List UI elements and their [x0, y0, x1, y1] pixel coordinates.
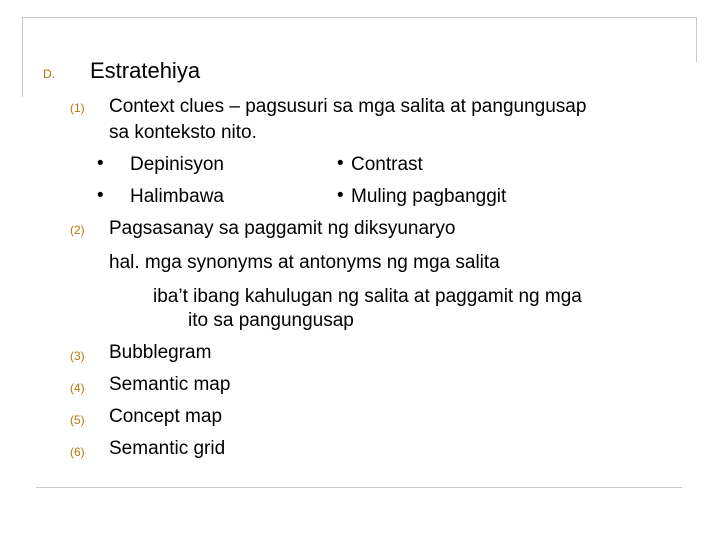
- item-3-text: Bubblegram: [109, 342, 212, 363]
- item-6-text: Semantic grid: [109, 438, 226, 459]
- bullet-halimbawa: Halimbawa: [130, 186, 224, 207]
- slide-footer-line: [36, 487, 682, 488]
- item-5-text: Concept map: [109, 406, 223, 427]
- section-title: Estratehiya: [90, 58, 201, 83]
- item-2-sub-2-line1: iba’t ibang kahulugan ng salita at paggamit ng mga: [153, 286, 582, 307]
- item-marker-3: (3): [70, 349, 85, 363]
- item-marker-6: (6): [70, 445, 85, 459]
- bullet-muling-pagbanggit: Muling pagbanggit: [351, 186, 507, 207]
- slide-frame-left-line: [22, 17, 23, 97]
- item-1-text-line1: Context clues – pagsusuri sa mga salita at pangungusap: [109, 96, 587, 117]
- bullet-depinisyon: Depinisyon: [130, 154, 224, 175]
- item-2-sub-2-line2: ito sa pangungusap: [188, 310, 354, 331]
- item-4-text: Semantic map: [109, 374, 231, 395]
- slide-frame-right-line: [696, 17, 697, 62]
- slide-frame-top-line: [22, 17, 697, 18]
- item-marker-4: (4): [70, 381, 85, 395]
- bullet-contrast: Contrast: [351, 154, 423, 175]
- item-1-text-line2: sa konteksto nito.: [109, 122, 257, 143]
- bullet-glyph: •: [337, 153, 344, 174]
- item-marker-2: (2): [70, 223, 85, 237]
- item-2-text: Pagsasanay sa paggamit ng diksyunaryo: [109, 218, 456, 239]
- item-marker-1: (1): [70, 101, 85, 115]
- item-marker-5: (5): [70, 413, 85, 427]
- section-marker: D.: [43, 67, 55, 81]
- bullet-glyph: •: [97, 153, 104, 174]
- bullet-glyph: •: [337, 185, 344, 206]
- item-2-sub-1: hal. mga synonyms at antonyms ng mga salita: [109, 252, 500, 273]
- bullet-glyph: •: [97, 185, 104, 206]
